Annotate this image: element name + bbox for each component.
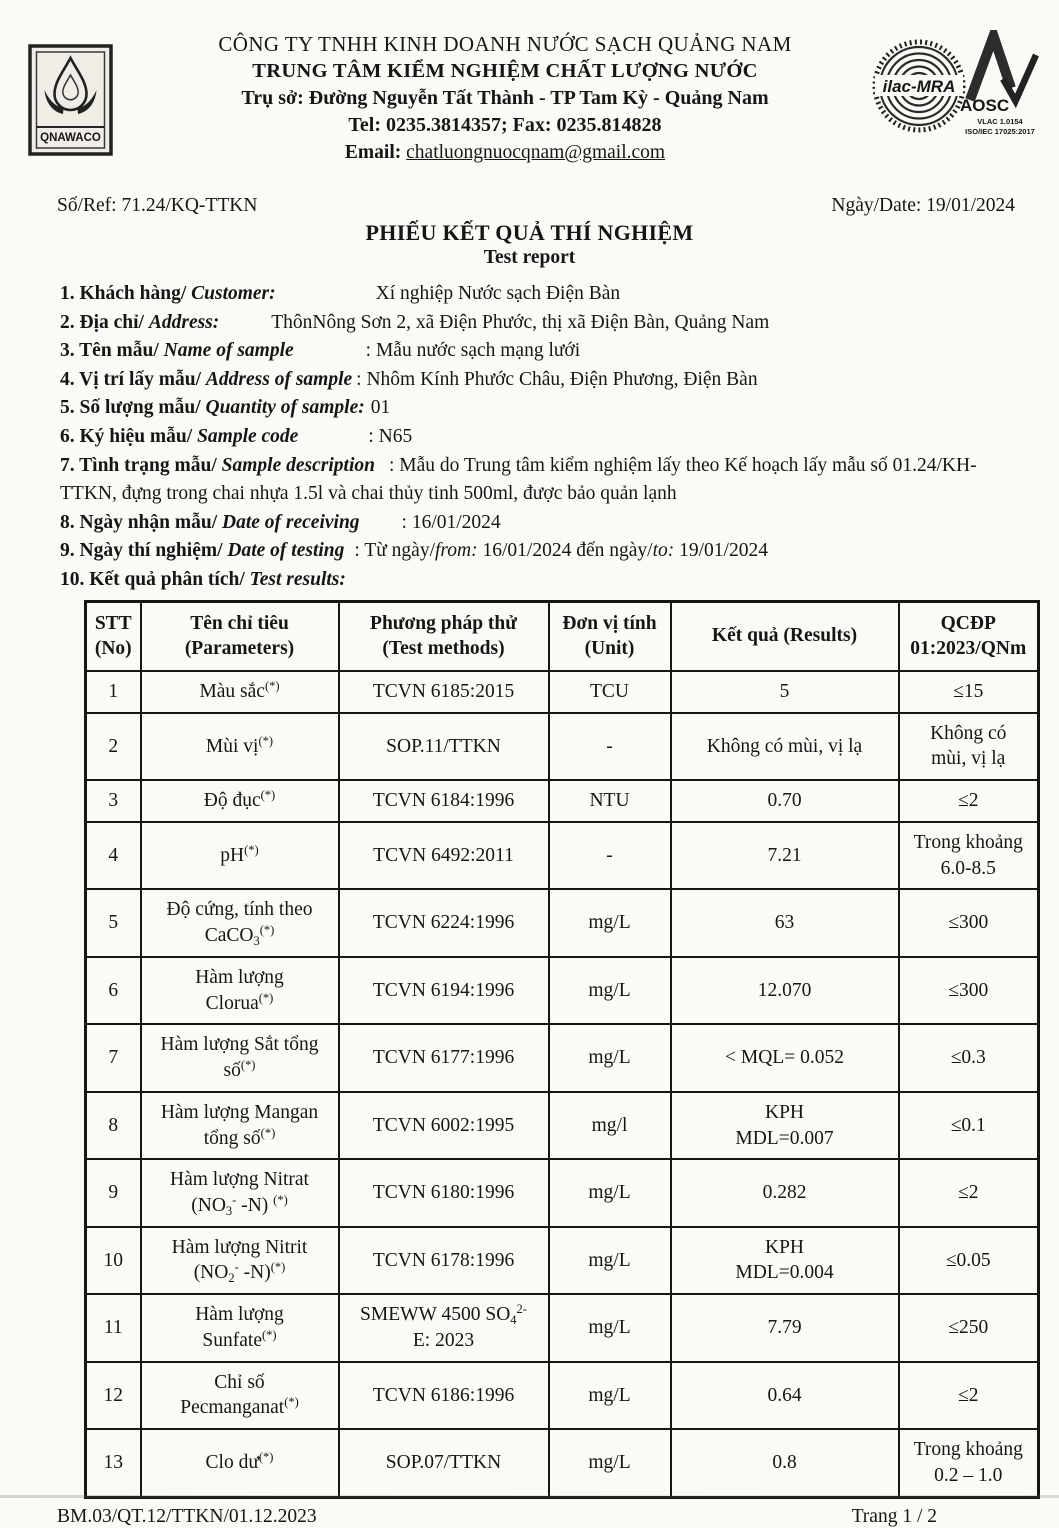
cell-limit: ≤15: [899, 671, 1039, 713]
aosc-mountain-icon: [970, 36, 1011, 100]
cell-stt: 11: [86, 1294, 141, 1361]
logo-text: QNAWACO: [40, 132, 101, 144]
seal-ilac-text: ilac-MRA: [882, 77, 956, 96]
info-label-vi: Tên mẫu/: [79, 340, 164, 362]
info-label-vi: Ngày thí nghiệm/: [79, 540, 228, 562]
info-label-en: Name of sample: [163, 340, 294, 362]
cell-stt: 8: [86, 1092, 141, 1159]
center-name: TRUNG TÂM KIỂM NGHIỆM CHẤT LƯỢNG NƯỚC: [252, 60, 758, 82]
info-line: [60, 280, 1010, 309]
table-row: [86, 780, 1039, 822]
page-title: PHIẾU KẾT QUẢ THÍ NGHIỆM: [365, 220, 694, 245]
cell-result: KPH MDL=0.004: [671, 1227, 899, 1294]
info-number: 4.: [60, 368, 80, 390]
info-number: 6.: [60, 425, 80, 447]
info-line: [60, 452, 1010, 509]
cell-unit: mg/L: [549, 1429, 671, 1497]
info-number: 1.: [60, 283, 80, 304]
cell-stt: 5: [86, 889, 141, 956]
page-footer: [0, 1506, 1059, 1528]
info-label-en: Sample description: [221, 454, 375, 476]
info-line: [60, 309, 1010, 338]
cell-parameter: Hàm lượng Sắt tổng số(*): [141, 1024, 339, 1091]
table-row: [86, 1294, 1039, 1361]
cell-limit: ≤0.1: [899, 1092, 1039, 1159]
cell-result: Không có mùi, vị lạ: [671, 713, 899, 780]
cell-stt: 12: [86, 1362, 141, 1429]
cell-result: 5: [671, 671, 899, 713]
cell-parameter: Màu sắc(*): [141, 671, 339, 713]
aosc-logo-icon: [960, 30, 1040, 144]
info-label-en: Test results:: [249, 568, 346, 590]
info-number: 2.: [60, 311, 80, 333]
cell-unit: mg/L: [549, 1159, 671, 1226]
company-name: CÔNG TY TNHH KINH DOANH NƯỚC SẠCH QUẢNG NAM: [218, 32, 792, 56]
cell-result: 0.64: [671, 1362, 899, 1429]
table-row: [86, 889, 1039, 956]
info-value: : Từ ngày/from: 16/01/2024 đến ngày/to: 19/01/2024: [354, 540, 768, 562]
info-line: [60, 366, 1010, 395]
cell-result: 7.79: [671, 1294, 899, 1361]
cell-limit: Trong khoảng 0.2 – 1.0: [899, 1429, 1039, 1497]
table-row: [86, 1362, 1039, 1429]
cell-method: TCVN 6180:1996: [339, 1159, 549, 1226]
info-value: : Mẫu do Trung tâm kiểm nghiệm lấy theo Kế hoạch lấy mẫu số 01.24/KH-TTKN, đựng trong chai nhựa 1.5l và chai thủy tinh 500ml, được bảo quản lạnh: [60, 454, 977, 505]
cell-limit: Trong khoảng 6.0-8.5: [899, 822, 1039, 889]
info-line: [60, 566, 1010, 595]
info-label-en: Date of testing: [227, 540, 345, 562]
email-line: [115, 139, 895, 166]
cell-unit: mg/L: [549, 957, 671, 1024]
cell-method: TCVN 6194:1996: [339, 957, 549, 1024]
info-label-en: Address of sample: [205, 368, 353, 390]
cell-stt: 4: [86, 822, 141, 889]
info-label-vi: Khách hàng/: [79, 283, 192, 304]
cell-parameter: Hàm lượng Mangan tổng số(*): [141, 1092, 339, 1159]
cell-unit: -: [549, 713, 671, 780]
cell-method: TCVN 6178:1996: [339, 1227, 549, 1294]
cell-parameter: Hàm lượng Nitrat ($NO_3^-$ -N) (*): [141, 1159, 339, 1226]
cell-parameter: Độ đục(*): [141, 780, 339, 822]
document-date: Ngày/Date: 19/01/2024: [831, 195, 1015, 216]
aosc-cert-code: VLAC 1.0154: [977, 117, 1023, 126]
ilac-mra-seal-icon: [872, 38, 966, 138]
cell-limit: ≤250: [899, 1294, 1039, 1361]
cell-parameter: pH(*): [141, 822, 339, 889]
column-header: STT (No): [86, 601, 141, 671]
cell-result: 0.282: [671, 1159, 899, 1226]
aosc-name: AOSC: [960, 96, 1010, 115]
results-table: [84, 600, 1040, 1499]
cell-unit: mg/L: [549, 1024, 671, 1091]
info-value: Xí nghiệp Nước sạch Điện Bàn: [375, 283, 621, 304]
cell-unit: mg/L: [549, 1294, 671, 1361]
cell-unit: -: [549, 822, 671, 889]
cell-limit: ≤0.3: [899, 1024, 1039, 1091]
cell-parameter: Độ cứng, tính theo CaCO$_3$(*): [141, 889, 339, 956]
info-value: ThônNông Sơn 2, xã Điện Phước, thị xã Điện Bàn, Quảng Nam: [271, 311, 770, 333]
table-row: [86, 1024, 1039, 1091]
cell-stt: 9: [86, 1159, 141, 1226]
cell-method: TCVN 6492:2011: [339, 822, 549, 889]
cell-limit: ≤2: [899, 1159, 1039, 1226]
info-label-en: Quantity of sample:: [205, 397, 365, 419]
cell-result: 12.070: [671, 957, 899, 1024]
cell-stt: 6: [86, 957, 141, 1024]
table-row: [86, 822, 1039, 889]
column-header: Tên chỉ tiêu (Parameters): [141, 601, 339, 671]
cell-method: TCVN 6186:1996: [339, 1362, 549, 1429]
table-row: [86, 713, 1039, 780]
column-header: QCĐP 01:2023/QNm: [899, 601, 1039, 671]
info-value: : 16/01/2024: [401, 511, 501, 533]
cell-method: TCVN 6185:2015: [339, 671, 549, 713]
cell-unit: mg/L: [549, 889, 671, 956]
info-value: : Mẫu nước sạch mạng lưới: [365, 340, 581, 362]
info-line: [60, 537, 1010, 566]
cell-unit: TCU: [549, 671, 671, 713]
info-label-en: Address:: [148, 311, 220, 333]
info-number: 8.: [60, 511, 80, 533]
table-row: [86, 957, 1039, 1024]
cell-method: TCVN 6224:1996: [339, 889, 549, 956]
cell-parameter: Hàm lượng Sunfate(*): [141, 1294, 339, 1361]
cell-result: 63: [671, 889, 899, 956]
meta-row: [0, 194, 1059, 217]
cell-stt: 1: [86, 671, 141, 713]
scan-artifact-line: [0, 1495, 1059, 1498]
info-line: [60, 337, 1010, 366]
info-number: 10.: [60, 568, 90, 590]
info-label-vi: Kết quả phân tích/: [89, 568, 250, 590]
info-label-vi: Địa chỉ/: [79, 311, 149, 333]
cell-parameter: Hàm lượng Nitrit ($NO_2^-$ -N)(*): [141, 1227, 339, 1294]
table-row: [86, 1092, 1039, 1159]
info-label-en: Sample code: [197, 425, 299, 447]
letterhead: [0, 0, 1059, 172]
cell-unit: NTU: [549, 780, 671, 822]
cell-result: 7.21: [671, 822, 899, 889]
info-label-en: Customer:: [191, 283, 276, 304]
table-row: [86, 1429, 1039, 1497]
title-block: [0, 220, 1059, 270]
table-row: [86, 1227, 1039, 1294]
cell-result: KPH MDL=0.007: [671, 1092, 899, 1159]
header-row: [86, 601, 1039, 671]
cell-limit: ≤300: [899, 957, 1039, 1024]
aosc-iso-line: ISO/IEC 17025:2017: [965, 127, 1035, 136]
cell-limit: ≤2: [899, 1362, 1039, 1429]
cell-stt: 13: [86, 1429, 141, 1497]
info-label-vi: Vị trí lấy mẫu/: [79, 368, 206, 390]
info-number: 7.: [60, 454, 80, 476]
cell-parameter: Chỉ số Pecmanganat(*): [141, 1362, 339, 1429]
cell-result: < MQL= 0.052: [671, 1024, 899, 1091]
table-row: [86, 1159, 1039, 1226]
cell-method: SOP.11/TTKN: [339, 713, 549, 780]
info-label-en: Date of receiving: [222, 511, 360, 533]
info-number: 5.: [60, 397, 80, 419]
cell-stt: 3: [86, 780, 141, 822]
column-header: Phương pháp thử (Test methods): [339, 601, 549, 671]
info-line: [60, 394, 1010, 423]
cell-unit: mg/l: [549, 1092, 671, 1159]
cell-result: 0.8: [671, 1429, 899, 1497]
document-ref: Số/Ref: 71.24/KQ-TTKN: [57, 195, 258, 216]
cell-stt: 2: [86, 713, 141, 780]
info-line: [60, 509, 1010, 538]
form-code: BM.03/QT.12/TTKN/01.12.2023: [57, 1505, 317, 1527]
cell-parameter: Hàm lượng Clorua(*): [141, 957, 339, 1024]
cell-unit: mg/L: [549, 1227, 671, 1294]
cell-stt: 10: [86, 1227, 141, 1294]
email-label: Email:: [344, 142, 402, 163]
info-label-vi: Ngày nhận mẫu/: [79, 511, 222, 533]
cell-method: SOP.07/TTKN: [339, 1429, 549, 1497]
qnawaco-logo: [28, 44, 113, 156]
info-line: [60, 423, 1010, 452]
table-row: [86, 671, 1039, 713]
cell-method: TCVN 6002:1995: [339, 1092, 549, 1159]
cell-limit: ≤300: [899, 889, 1039, 956]
cell-parameter: Mùi vị(*): [141, 713, 339, 780]
cell-limit: ≤0.05: [899, 1227, 1039, 1294]
info-list: [60, 280, 1010, 595]
tel-fax-line: Tel: 0235.3814357; Fax: 0235.814828: [348, 114, 662, 136]
page-title-en: Test report: [483, 247, 576, 268]
cell-limit: ≤2: [899, 780, 1039, 822]
info-value: : N65: [368, 425, 413, 447]
info-label-vi: Số lượng mẫu/: [79, 397, 206, 419]
cell-parameter: Clo dư(*): [141, 1429, 339, 1497]
page-number: Trang 1 / 2: [851, 1505, 937, 1527]
results-table-head: [86, 601, 1039, 671]
info-value: 01: [370, 397, 391, 419]
cell-limit: Không có mùi, vị lạ: [899, 713, 1039, 780]
cell-method: TCVN 6177:1996: [339, 1024, 549, 1091]
column-header: Đơn vị tính (Unit): [549, 601, 671, 671]
company-header-block: [115, 31, 895, 166]
info-number: 9.: [60, 540, 80, 562]
info-label-vi: Ký hiệu mẫu/: [79, 425, 198, 447]
info-value: : Nhôm Kính Phước Châu, Điện Phương, Điện Bàn: [356, 368, 758, 390]
info-number: 3.: [60, 340, 80, 362]
cell-method: TCVN 6184:1996: [339, 780, 549, 822]
cell-method: SMEWW 4500 $SO_4^{2-}$ E: 2023: [339, 1294, 549, 1361]
email-link[interactable]: chatluongnuocqnam@gmail.com: [406, 142, 666, 163]
info-label-vi: Tình trạng mẫu/: [79, 454, 222, 476]
column-header: Kết quả (Results): [671, 601, 899, 671]
results-table-body: [86, 671, 1039, 1497]
cell-unit: mg/L: [549, 1362, 671, 1429]
company-address: Trụ sở: Đường Nguyễn Tất Thành - TP Tam Kỳ - Quảng Nam: [241, 87, 769, 109]
cell-result: 0.70: [671, 780, 899, 822]
cell-stt: 7: [86, 1024, 141, 1091]
